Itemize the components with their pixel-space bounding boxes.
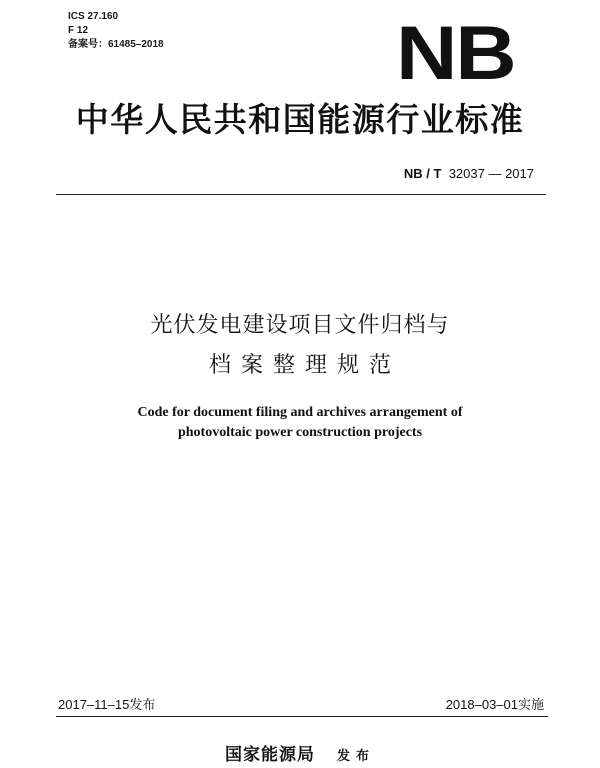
chinese-title-line-2: 档案整理规范: [208, 353, 401, 378]
ics-code: ICS 27.160: [68, 11, 119, 22]
publisher-action: 发布: [336, 749, 375, 764]
top-divider: [56, 194, 546, 195]
classification-code: F 12: [68, 25, 89, 36]
implementation-date: 2018–03–01实施: [445, 697, 544, 712]
standard-number-prefix: NB / T: [403, 166, 442, 181]
bottom-divider: [56, 716, 548, 717]
english-title-line-2: photovoltaic power construction projects: [177, 425, 423, 440]
english-title-line-1: Code for document filing and archives arrangement of: [137, 405, 463, 420]
issue-date: 2017–11–15发布: [58, 697, 156, 712]
standard-number-value: 32037 — 2017: [448, 166, 534, 181]
publisher-line: [0, 744, 600, 768]
standard-number: [404, 166, 534, 182]
standard-category-title: 中华人民共和国能源行业标准: [75, 100, 525, 139]
publisher-org: 国家能源局: [224, 745, 315, 765]
nb-logo: NB: [396, 11, 515, 96]
cover-metadata: [68, 10, 164, 52]
record-number: 备案号：61485–2018: [68, 39, 164, 50]
chinese-title-line-1: 光伏发电建设项目文件归档与: [150, 313, 450, 338]
